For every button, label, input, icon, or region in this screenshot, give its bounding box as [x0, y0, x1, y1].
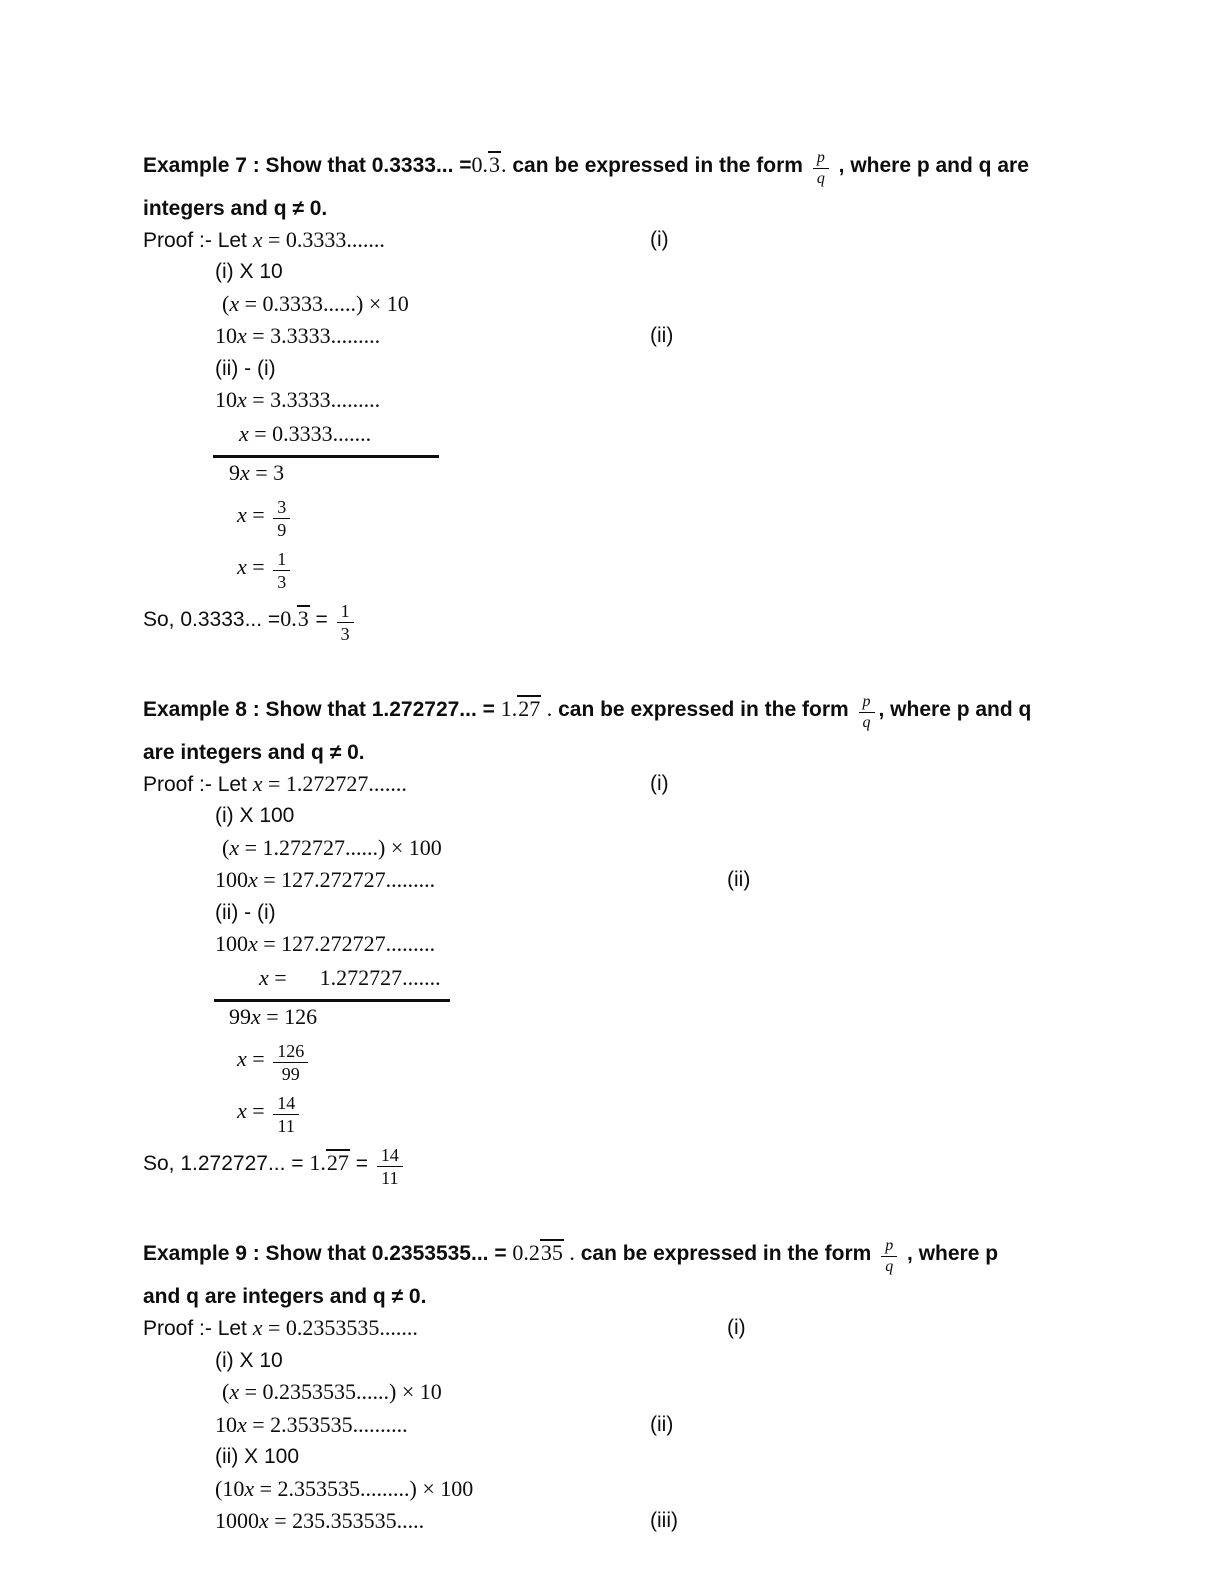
example-8 — [143, 692, 1168, 1190]
text-segment: So, 1.272727... = — [143, 1152, 310, 1176]
step-subtract-label — [143, 354, 1168, 386]
text-segment: (i) X 10 — [215, 1348, 283, 1372]
math-variable: x — [229, 290, 240, 316]
math-segment: . — [541, 696, 553, 722]
step-multiply-expansion — [143, 1377, 1168, 1410]
math-segment: . — [501, 152, 507, 177]
fraction — [337, 601, 354, 644]
text-segment: = — [349, 1152, 374, 1176]
fraction — [813, 149, 829, 188]
text-segment: (i) X 10 — [215, 260, 283, 284]
math-variable: x — [240, 459, 250, 485]
text-segment: (ii) - (i) — [215, 356, 276, 380]
fraction-denominator: 99 — [281, 1064, 300, 1085]
math-variable: x — [252, 770, 263, 796]
fraction-numerator: p — [881, 1237, 897, 1257]
overline-digits: 27 — [326, 1150, 349, 1176]
step-multiply-label — [143, 801, 1168, 833]
equation-marker: (iii) — [650, 1509, 678, 1533]
math-segment: 1000 — [215, 1508, 259, 1534]
math-segment: = 1.272727....... — [268, 964, 441, 990]
equation-line — [143, 1506, 1168, 1539]
fraction — [273, 1093, 299, 1136]
fraction-numerator: 126 — [273, 1041, 308, 1063]
subtraction-underline-line — [143, 962, 1168, 1002]
math-variable: x — [239, 420, 249, 446]
fraction — [859, 693, 875, 732]
math-variable: x — [248, 867, 258, 893]
math-variable: x — [248, 931, 258, 957]
fraction-numerator: 1 — [273, 549, 290, 571]
math-segment: = 0.2353535......) × 10 — [239, 1379, 442, 1405]
fraction — [377, 1145, 403, 1188]
fraction-denominator: 3 — [277, 572, 287, 593]
conclusion-line — [143, 594, 1168, 646]
fraction-line — [143, 1034, 1168, 1086]
equation-marker: (ii) — [727, 868, 751, 892]
example-heading-line2: and q are integers and q ≠ 0. — [143, 1285, 427, 1309]
result-line — [143, 458, 1168, 491]
fraction-denominator: q — [885, 1258, 894, 1276]
fraction — [881, 1237, 897, 1276]
math-segment: = 2.353535.......... — [246, 1411, 408, 1437]
fraction-numerator: 14 — [377, 1145, 403, 1167]
math-segment: 10 — [215, 387, 237, 413]
math-segment: 99 — [229, 1003, 251, 1029]
equation-marker: (ii) — [650, 1412, 674, 1436]
step-multiply-label — [143, 1442, 1168, 1474]
math-variable: x — [244, 1475, 255, 1501]
fraction — [273, 497, 290, 540]
text-segment: So, 0.3333... = — [143, 608, 281, 632]
math-segment: = 0.3333....... — [262, 226, 385, 252]
math-segment: (10 — [215, 1475, 245, 1501]
fraction-line — [143, 1086, 1168, 1138]
text-segment: (ii) X 100 — [215, 1445, 300, 1469]
equation-line — [143, 1410, 1168, 1443]
step-multiply-label — [143, 1346, 1168, 1378]
fraction-numerator: p — [859, 693, 875, 713]
math-segment: ( — [222, 1379, 230, 1405]
bold-text-segment: Example 7 : Show that 0.3333... = — [143, 154, 472, 177]
text-segment: (ii) - (i) — [215, 900, 276, 924]
math-segment: 100 — [215, 931, 248, 957]
text-segment: Proof :- Let — [143, 1317, 253, 1341]
math-segment: = 2.353535.........) × 100 — [254, 1475, 474, 1501]
equation-marker: (i) — [650, 771, 669, 795]
result-line — [143, 1002, 1168, 1035]
subtraction-underline-line — [143, 418, 1168, 458]
math-variable: x — [251, 1003, 261, 1029]
math-segment: = — [246, 1098, 271, 1124]
math-segment: = — [246, 554, 271, 580]
math-segment: = 127.272727......... — [257, 931, 436, 957]
step-multiply-expansion — [143, 289, 1168, 322]
subtraction-rule — [214, 962, 450, 1002]
subtraction-rule — [213, 418, 439, 458]
math-segment: = 1.272727......) × 100 — [239, 834, 442, 860]
math-variable: x — [252, 226, 263, 252]
math-segment: = 235.353535..... — [268, 1508, 425, 1534]
math-segment: 0. — [471, 152, 489, 177]
math-variable: x — [229, 834, 240, 860]
fraction-numerator: 14 — [273, 1093, 299, 1115]
math-variable: x — [237, 1098, 247, 1124]
math-segment: = 0.2353535....... — [262, 1315, 418, 1341]
math-segment: = 0.3333....... — [248, 420, 372, 446]
bold-text-segment: , where p — [901, 1242, 999, 1266]
math-segment: = 1.272727....... — [262, 770, 407, 796]
overline-digits: 3 — [489, 152, 501, 177]
overline-digits: 3 — [297, 606, 309, 632]
proof-line — [143, 769, 1168, 802]
overline-digits: 35 — [540, 1240, 563, 1266]
example-heading-line1 — [143, 1236, 1168, 1276]
math-variable: x — [229, 1379, 240, 1405]
equation-line — [143, 321, 1168, 354]
proof-line — [143, 1313, 1168, 1346]
bold-text-segment: Example 8 : Show that 1.272727... = — [143, 698, 501, 722]
fraction-line — [143, 490, 1168, 542]
example-heading-line2: are integers and q ≠ 0. — [143, 740, 365, 764]
math-variable: x — [237, 387, 247, 413]
fraction-numerator: p — [813, 149, 829, 169]
math-variable: x — [237, 554, 247, 580]
step-subtract-label — [143, 898, 1168, 930]
bold-text-segment: , where p and q — [878, 698, 1032, 722]
text-segment: (i) X 100 — [215, 804, 295, 828]
math-variable: x — [259, 964, 269, 990]
equation-line — [143, 929, 1168, 962]
text-segment: Proof :- Let — [143, 772, 253, 796]
math-variable: x — [252, 1315, 263, 1341]
math-segment: ( — [222, 290, 230, 316]
math-segment: = 3.3333......... — [246, 387, 381, 413]
math-segment: 9 — [229, 459, 240, 485]
text-segment: Proof :- Let — [143, 228, 253, 252]
math-segment: 100 — [215, 867, 248, 893]
math-segment: 1. — [500, 696, 518, 722]
math-segment: 0.2 — [512, 1240, 540, 1266]
equation-line — [143, 865, 1168, 898]
bold-text-segment: , where p and q are — [832, 154, 1029, 177]
fraction-numerator: 1 — [337, 601, 354, 623]
math-variable: x — [237, 1046, 247, 1072]
bold-text-segment: can be expressed in the form — [574, 1242, 878, 1266]
math-segment: = 0.3333......) × 10 — [239, 290, 409, 316]
fraction-denominator: 11 — [277, 1116, 295, 1137]
bold-text-segment: can be expressed in the form — [506, 154, 809, 177]
math-segment: 1. — [309, 1150, 326, 1176]
math-segment: = 127.272727......... — [257, 867, 436, 893]
math-segment: ( — [222, 834, 230, 860]
overline-digits: 27 — [518, 696, 541, 722]
fraction — [273, 549, 290, 592]
step-multiply-expansion — [143, 1474, 1168, 1507]
math-variable: x — [237, 1411, 247, 1437]
math-variable: x — [237, 323, 247, 349]
math-segment: 10 — [215, 1411, 237, 1437]
fraction-denominator: q — [862, 714, 871, 732]
step-multiply-label — [143, 257, 1168, 289]
fraction-denominator: 11 — [381, 1168, 399, 1189]
example-7 — [143, 148, 1168, 646]
bold-text-segment: can be expressed in the form — [552, 698, 855, 722]
math-segment: = — [246, 502, 271, 528]
fraction-line — [143, 542, 1168, 594]
equation-marker: (i) — [727, 1316, 746, 1340]
math-variable: x — [237, 502, 247, 528]
text-segment: = — [309, 608, 334, 632]
example-heading-line1 — [143, 148, 1168, 188]
fraction-denominator: 3 — [340, 624, 350, 645]
math-segment: = 3.3333......... — [246, 323, 381, 349]
example-heading-line2: integers and q ≠ 0. — [143, 196, 328, 220]
fraction — [273, 1041, 308, 1084]
example-9 — [143, 1236, 1168, 1538]
math-segment: = — [246, 1046, 271, 1072]
equation-marker: (ii) — [650, 324, 674, 348]
proof-line — [143, 225, 1168, 258]
bold-text-segment: Example 9 : Show that 0.2353535... = — [143, 1242, 513, 1266]
conclusion-line — [143, 1138, 1168, 1190]
equation-line — [143, 385, 1168, 418]
step-multiply-expansion — [143, 833, 1168, 866]
fraction-numerator: 3 — [273, 497, 290, 519]
equation-marker: (i) — [650, 227, 669, 251]
math-segment: . — [563, 1240, 575, 1266]
math-segment: 0. — [280, 606, 297, 632]
math-segment: 10 — [215, 323, 237, 349]
fraction-denominator: q — [816, 169, 825, 187]
example-heading-line1 — [143, 692, 1168, 732]
fraction-denominator: 9 — [277, 520, 287, 541]
examples-container — [143, 148, 1168, 1539]
math-variable: x — [259, 1508, 269, 1534]
math-segment: = 126 — [260, 1003, 318, 1029]
math-segment: = 3 — [249, 459, 285, 485]
